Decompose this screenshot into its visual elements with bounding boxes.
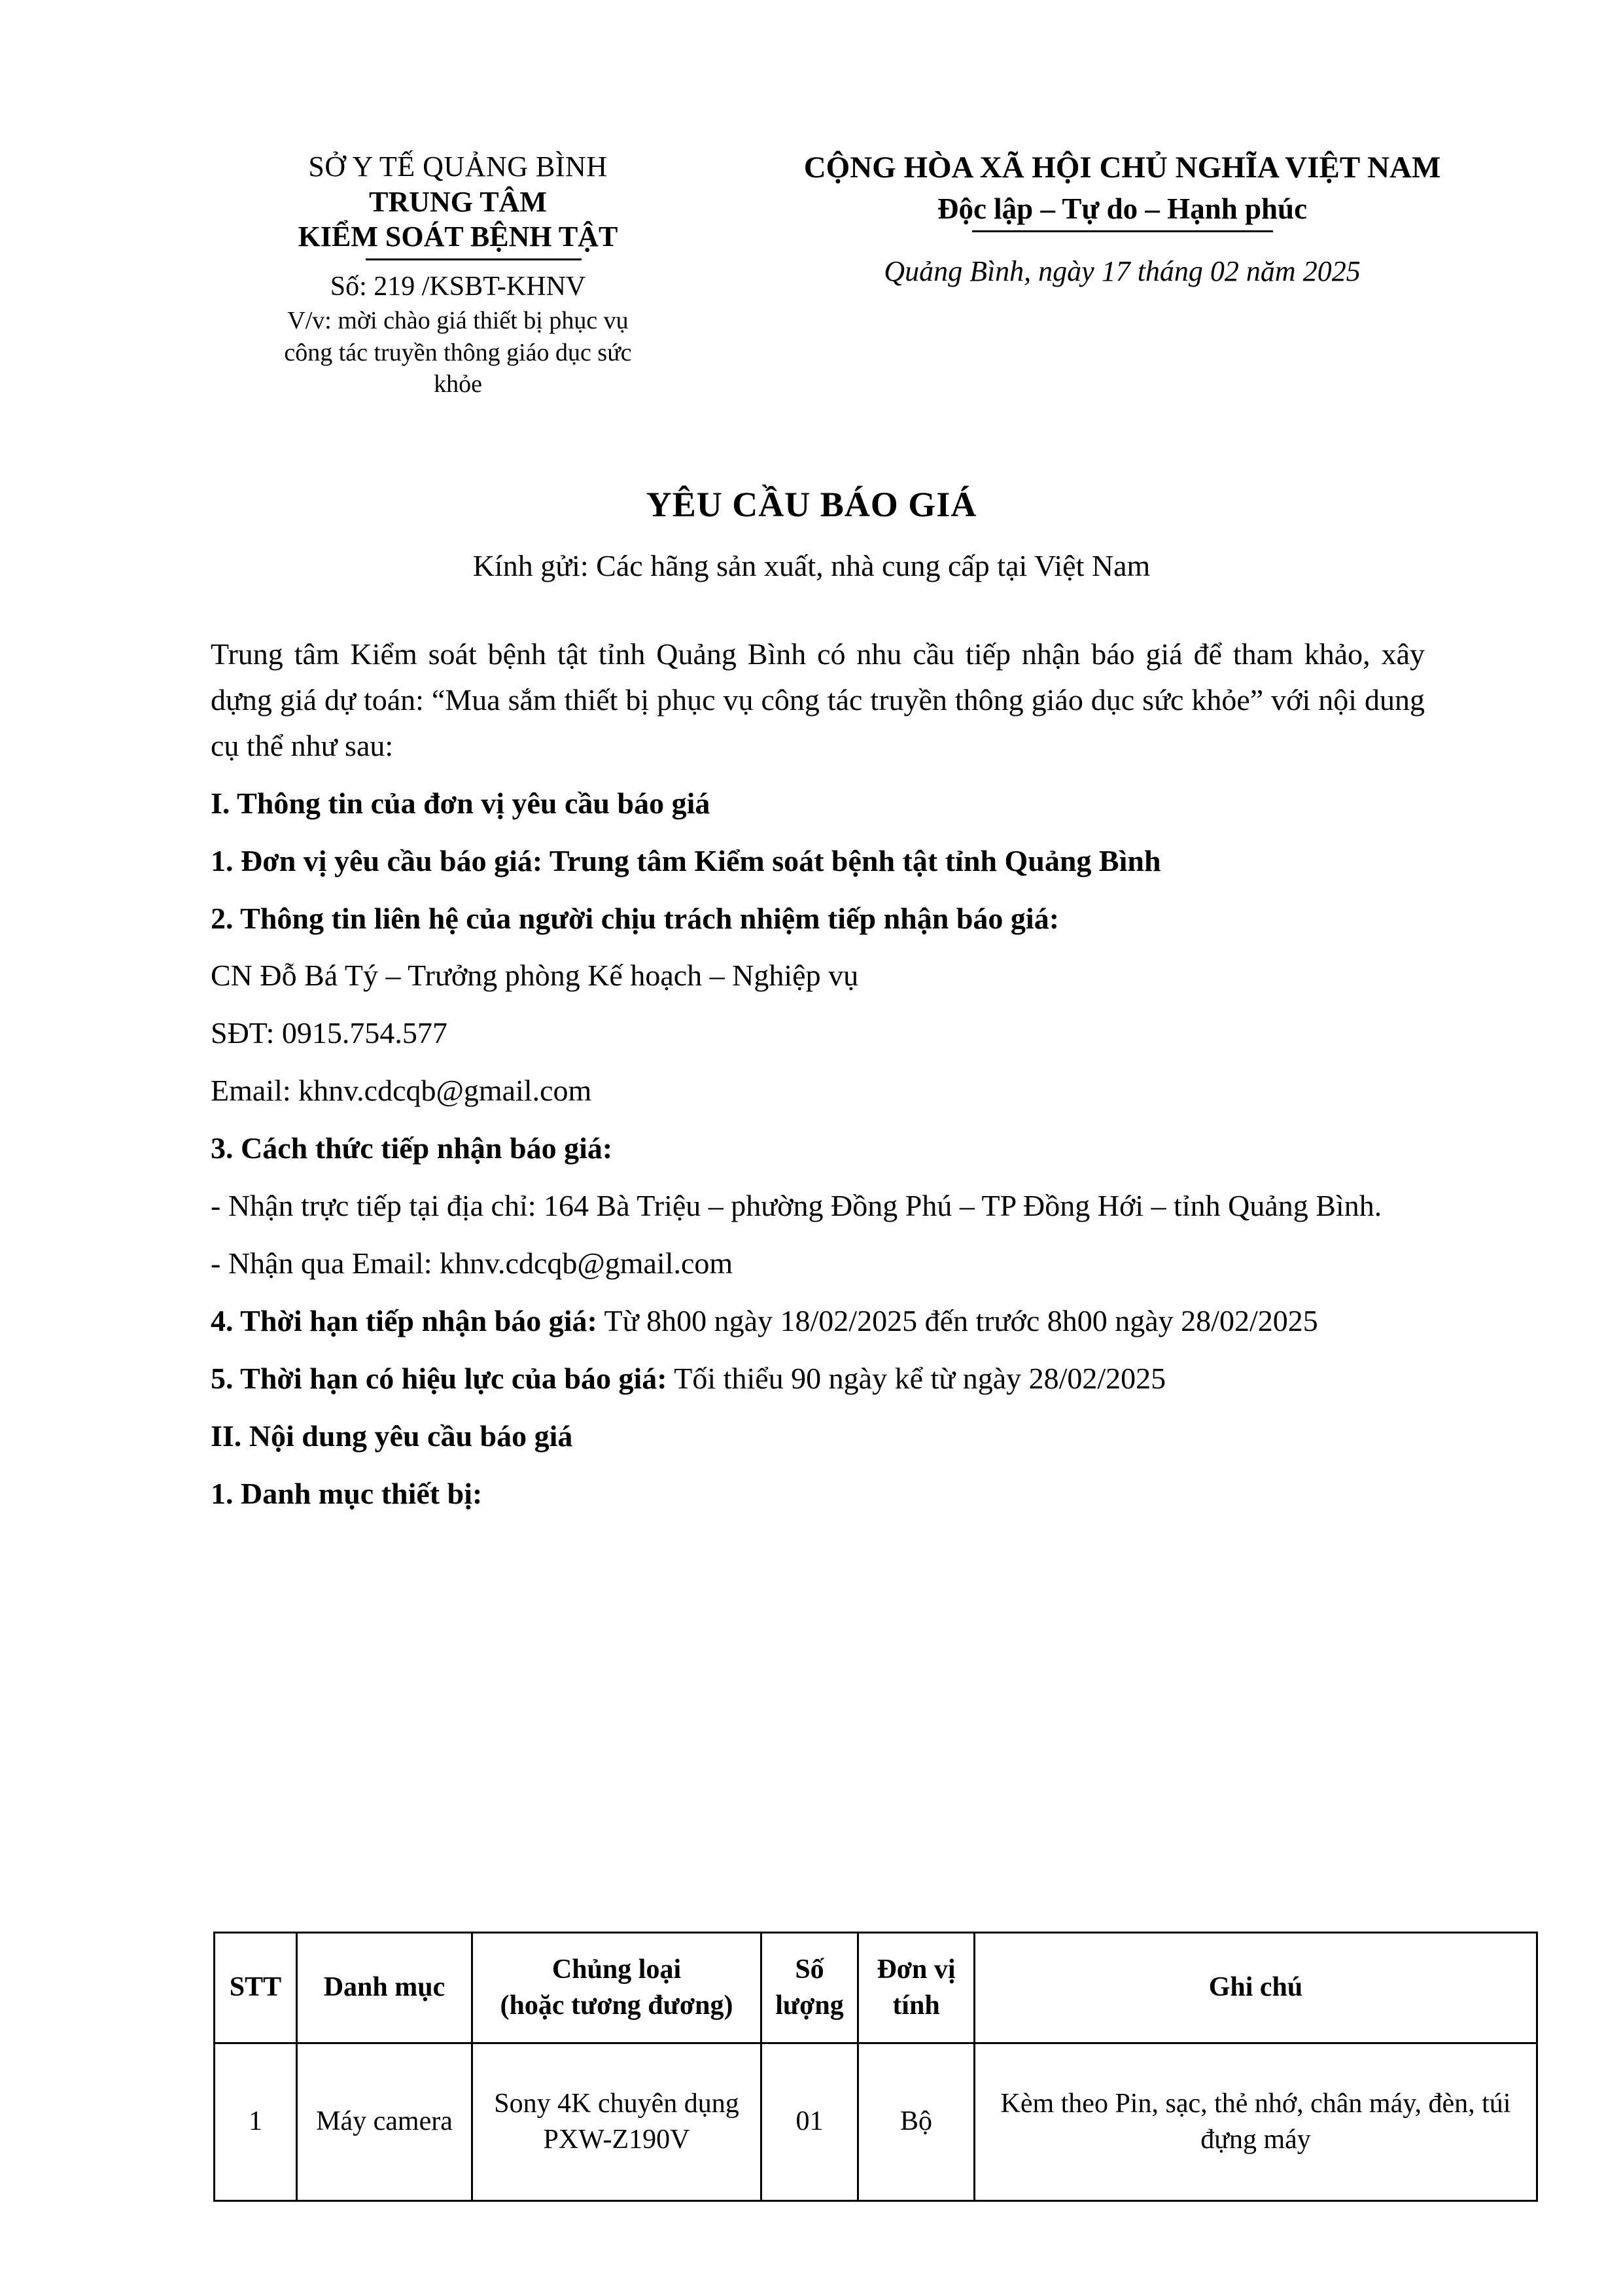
table-header — [215, 1933, 1537, 2043]
document-header — [0, 149, 1623, 400]
equipment-list-heading: 1. Danh mục thiết bị: — [211, 1476, 483, 1510]
item-5-value: Tối thiểu 90 ngày kể từ ngày 28/02/2025 — [667, 1361, 1166, 1395]
place-and-date: Quảng Bình, ngày 17 tháng 02 năm 2025 — [884, 255, 1361, 288]
intro-paragraph: Trung tâm Kiểm soát bệnh tật tỉnh Quảng Bình có nhu cầu tiếp nhận báo giá để tham khảo, xây dựng giá dự toán: “Mua sắm thiết bị phục vụ công tác truyền thông giáo dục sức khỏe” với nội dung cụ thể như sau: — [211, 637, 1425, 762]
center-name-line1: TRUNG TÂM — [369, 185, 547, 218]
cell-stt: 1 — [215, 2043, 297, 2201]
contact-phone: SĐT: 0915.754.577 — [211, 1016, 447, 1050]
column-header-ghi-chu: Ghi chú — [975, 1933, 1537, 2043]
page-title: YÊU CẦU BÁO GIÁ — [646, 485, 977, 524]
column-header-don-vi-line1: Đơn vị — [877, 1954, 956, 1985]
item-1-value: Trung tâm Kiểm soát bệnh tật tỉnh Quảng Bình — [542, 843, 1161, 877]
item-1-label: 1. Đơn vị yêu cầu báo giá: — [211, 843, 543, 877]
table-header-row — [215, 1933, 1537, 2043]
table-row — [215, 2043, 1537, 2201]
header-divider-right — [972, 230, 1273, 232]
section-heading-ii: II. Nội dung yêu cầu báo giá — [211, 1419, 573, 1453]
column-header-chung-loai-line1: Chủng loại — [551, 1954, 682, 1985]
table-body — [215, 2043, 1537, 2201]
cell-don-vi: Bộ — [858, 2043, 975, 2201]
column-header-chung-loai-line2: (hoặc tương đương) — [500, 1990, 733, 2021]
column-header-danh-muc: Danh mục — [297, 1933, 472, 2043]
country-name: CỘNG HÒA XÃ HỘI CHỦ NGHĨA VIỆT NAM — [803, 150, 1441, 185]
contact-email: Email: khnv.cdcqb@gmail.com — [211, 1074, 592, 1108]
item-4-value: Từ 8h00 ngày 18/02/2025 đến trước 8h00 ngày 28/02/2025 — [597, 1303, 1318, 1337]
column-header-don-vi-tinh — [858, 1933, 975, 2043]
item-3-label: 3. Cách thức tiếp nhận báo giá: — [211, 1131, 613, 1165]
column-header-so-luong — [761, 1933, 858, 2043]
cell-ghi-chu: Kèm theo Pin, sạc, thẻ nhớ, chân máy, đèn, túi đựng máy — [975, 2043, 1537, 2201]
column-header-stt: STT — [215, 1933, 297, 2043]
item-1-paragraph — [211, 838, 1425, 884]
item-4-label: 4. Thời hạn tiếp nhận báo giá: — [211, 1303, 597, 1337]
section-heading-i: I. Thông tin của đơn vị yêu cầu báo giá — [211, 786, 710, 820]
document-number: Số: 219 /KSBT-KHNV — [330, 272, 586, 302]
contact-name: CN Đỗ Bá Tý – Trưởng phòng Kế hoạch – Nghiệp vụ — [211, 959, 859, 993]
national-motto-block — [700, 149, 1623, 288]
item-3-line-1: - Nhận trực tiếp tại địa chỉ: 164 Bà Triệu – phường Đồng Phú – TP Đồng Hới – tỉnh Quảng Bình. — [211, 1189, 1382, 1223]
item-5-label: 5. Thời hạn có hiệu lực của báo giá: — [211, 1361, 667, 1395]
issuing-authority-block — [216, 149, 700, 400]
item-2-label: 2. Thông tin liên hệ của người chịu trách nhiệm tiếp nhận báo giá: — [211, 901, 1060, 935]
item-3-line-2: - Nhận qua Email: khnv.cdcqb@gmail.com — [211, 1246, 733, 1280]
column-header-so-luong-line2: lượng — [775, 1990, 844, 2021]
column-header-so-luong-line1: Số — [795, 1954, 824, 1985]
item-5-paragraph — [211, 1356, 1425, 1402]
cell-danh-muc: Máy camera — [297, 2043, 472, 2201]
column-header-don-vi-line2: tính — [892, 1990, 940, 2021]
document-body — [211, 631, 1425, 1528]
header-divider-left — [366, 258, 582, 260]
cell-so-luong: 01 — [761, 2043, 858, 2201]
equipment-table — [213, 1932, 1538, 2202]
center-name-line2: KIỂM SOÁT BỆNH TẬT — [298, 221, 618, 253]
document-subject: V/v: mời chào giá thiết bị phục vụ công tác truyền thông giáo dục sức khỏe — [284, 307, 632, 398]
recipient-line: Kính gửi: Các hãng sản xuất, nhà cung cấp tại Việt Nam — [472, 549, 1151, 582]
item-4-paragraph — [211, 1298, 1425, 1344]
column-header-chung-loai — [472, 1933, 761, 2043]
equipment-table-wrapper — [213, 1932, 1536, 2202]
national-motto: Độc lập – Tự do – Hạnh phúc — [937, 192, 1308, 226]
cell-chung-loai: Sony 4K chuyên dụng PXW-Z190V — [472, 2043, 761, 2201]
department-name: SỞ Y TẾ QUẢNG BÌNH — [308, 150, 608, 183]
